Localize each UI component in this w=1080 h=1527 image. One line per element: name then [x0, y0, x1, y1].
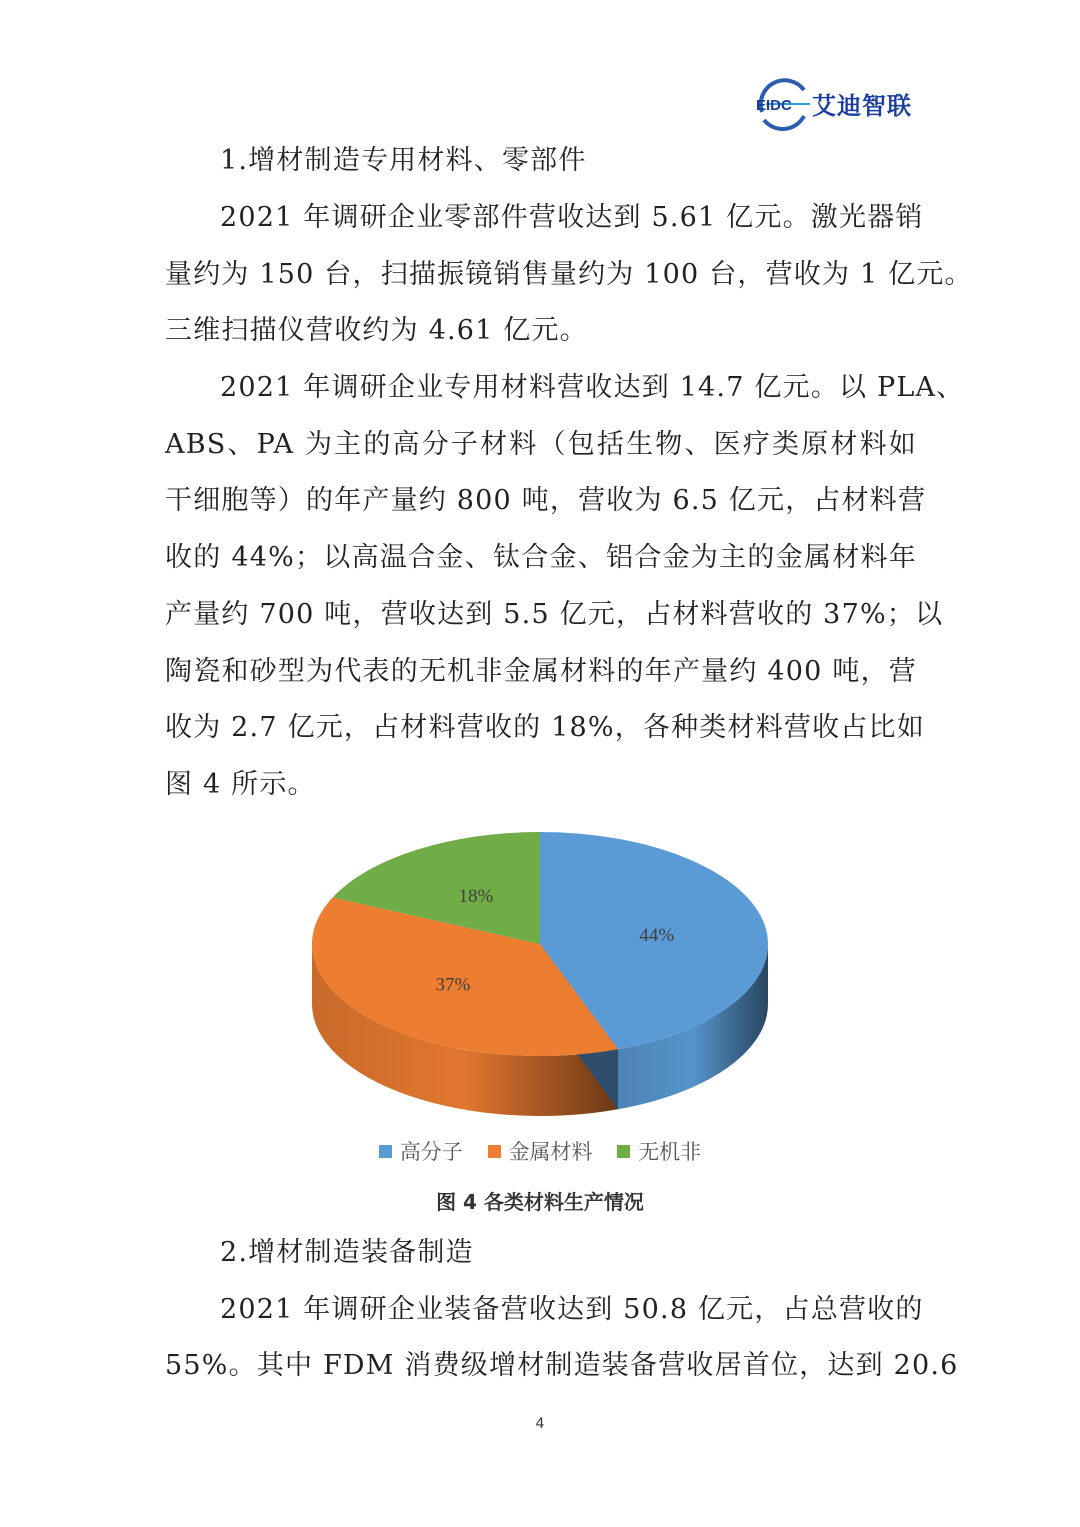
chart-legend — [0, 1136, 1080, 1166]
page-number: 4 — [535, 1416, 545, 1432]
legend-item-inorganic — [617, 1136, 701, 1166]
para2-line-2: ABS、PA 为主的高分子材料（包括生物、医疗类原材料如 — [165, 429, 917, 460]
slice-polymer-label: 44% — [639, 924, 675, 946]
pie-chart-svg — [290, 818, 790, 1123]
legend-item-polymer — [379, 1136, 463, 1166]
legend-label: 无机非 — [638, 1140, 702, 1164]
legend-label: 高分子 — [399, 1140, 463, 1164]
para2-line-5: 产量约 700 吨，营收达到 5.5 亿元，占材料营收的 37%；以 — [165, 599, 944, 630]
para2-line-7: 收为 2.7 亿元，占材料营收的 18%，各种类材料营收占比如 — [165, 712, 925, 743]
figure-caption: 图 4 各类材料生产情况 — [436, 1190, 644, 1214]
legend-label: 金属材料 — [508, 1140, 593, 1164]
slice-inorganic-label: 18% — [458, 886, 494, 908]
legend-swatch — [488, 1145, 501, 1158]
section2-heading: 2.增材制造装备制造 — [220, 1237, 474, 1268]
eidc-logo-icon — [752, 74, 814, 134]
logo-mark-text: EIDC — [756, 97, 792, 114]
para2-line-8: 图 4 所示。 — [165, 769, 316, 800]
logo-name: 艾迪智联 — [812, 92, 912, 120]
para2-line-1: 2021 年调研企业专用材料营收达到 14.7 亿元。以 PLA、 — [220, 372, 965, 403]
para2-line-4: 收的 44%；以高温合金、钛合金、铝合金为主的金属材料年 — [165, 542, 917, 573]
section1-heading: 1.增材制造专用材料、零部件 — [220, 145, 587, 176]
legend-swatch — [617, 1145, 630, 1158]
section2-line-1: 2021 年调研企业装备营收达到 50.8 亿元，占总营收的 — [220, 1294, 924, 1325]
para2-line-3: 干细胞等）的年产量约 800 吨，营收为 6.5 亿元，占材料营 — [165, 485, 927, 516]
para1-line-2: 量约为 150 台，扫描振镜销售量约为 100 台，营收为 1 亿元。 — [165, 259, 973, 290]
section2-line-2: 55%。其中 FDM 消费级增材制造装备营收居首位，达到 20.6 — [165, 1350, 959, 1381]
company-logo — [752, 74, 922, 134]
slice-metal-label: 37% — [435, 974, 471, 996]
para1-line-3: 三维扫描仪营收约为 4.61 亿元。 — [165, 315, 588, 346]
para1-line-1: 2021 年调研企业零部件营收达到 5.61 亿元。激光器销 — [220, 202, 924, 233]
para2-line-6: 陶瓷和砂型为代表的无机非金属材料的年产量约 400 吨，营 — [165, 656, 917, 687]
legend-item-metal — [488, 1136, 593, 1166]
legend-swatch — [379, 1145, 392, 1158]
materials-pie-chart — [290, 818, 790, 1123]
